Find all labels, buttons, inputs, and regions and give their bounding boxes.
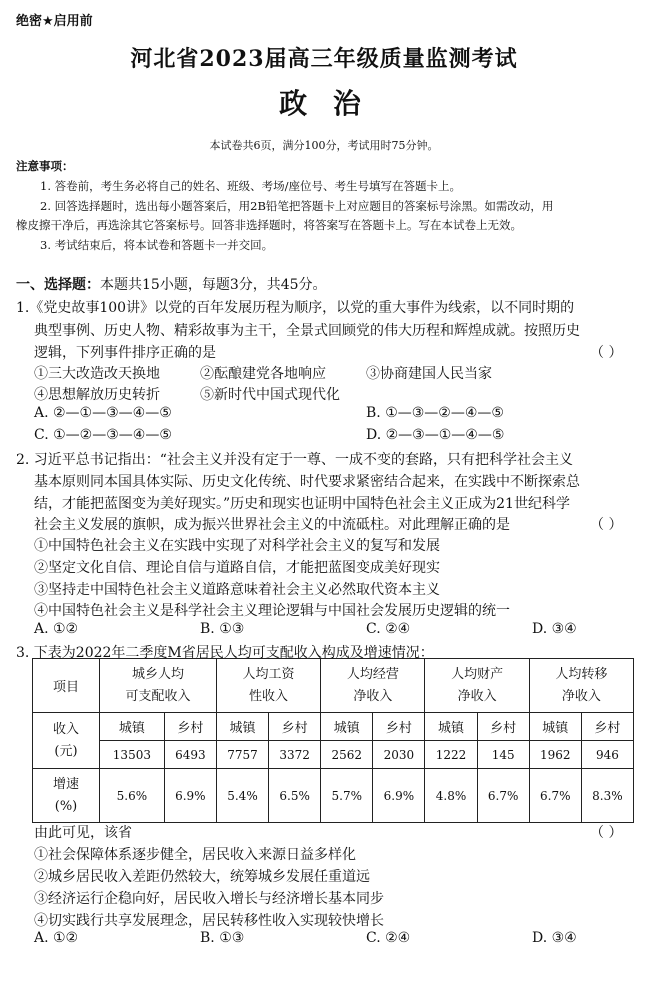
q2-item-4: ④中国特色社会主义是科学社会主义理论逻辑与中国社会发展历史逻辑的统一: [34, 603, 510, 619]
q3-option-b[interactable]: B. ①③: [200, 930, 245, 946]
note-2b: 橡皮擦干净后，再选涂其它答案标号。回答非选择题时，将答案写在答题卡上。写在本试卷上无效。: [16, 218, 522, 232]
table-growth-label: 增速 (%): [33, 769, 100, 823]
subject-title: 政 治: [279, 87, 369, 120]
q3-option-c[interactable]: C. ②④: [366, 930, 411, 946]
section-label: 一、选择题：: [16, 277, 100, 293]
table-col-header: 人均转移 净收入: [529, 659, 633, 713]
q2-answer-paren: （ ）: [590, 517, 623, 533]
table-income-label: 收入 (元): [33, 713, 100, 769]
note-1: 1. 答卷前，考生务必将自己的姓名、班级、考场/座位号、考生号填写在答题卡上。: [40, 179, 461, 193]
table-cell: 6.7%: [529, 769, 581, 823]
income-table: [32, 658, 634, 823]
table-cell: 6493: [164, 741, 216, 769]
q2-option-d[interactable]: D. ③④: [532, 621, 577, 637]
table-cell: 6.5%: [269, 769, 321, 823]
q3-line-1: 3. 下表为2022年二季度M省居民人均可支配收入构成及增速情况：: [16, 645, 434, 661]
q1-answer-paren: （ ）: [590, 345, 623, 361]
table-col-header: 人均经营 净收入: [321, 659, 425, 713]
q1-line-1: 1.《党史故事100讲》以党的百年发展历程为顺序，以党的重大事件为线索，以不同时期的: [16, 300, 575, 316]
q1-item-2: ②酝酿建党各地响应: [200, 366, 326, 382]
q1-option-c[interactable]: C. ①—②—③—④—⑤: [34, 427, 172, 443]
table-subheader: 乡村: [373, 713, 425, 741]
table-cell: 1222: [425, 741, 477, 769]
table-subheader: 乡村: [581, 713, 633, 741]
section-heading: [16, 274, 327, 294]
q3-item-1: ①社会保障体系逐步健全，居民收入来源日益多样化: [34, 847, 356, 863]
q1-option-a[interactable]: A. ②—①—③—④—⑤: [34, 405, 172, 421]
table-subheader: 乡村: [164, 713, 216, 741]
table-col-header: 人均财产 净收入: [425, 659, 529, 713]
secret-mark: 绝密★启用前: [16, 14, 93, 29]
table-subheader: 城镇: [100, 713, 165, 741]
q3-item-4: ④切实践行共享发展理念，居民转移性收入实现较快增长: [34, 913, 384, 929]
q3-option-d[interactable]: D. ③④: [532, 930, 577, 946]
table-cell: 2562: [321, 741, 373, 769]
table-subheader: 乡村: [269, 713, 321, 741]
table-cell: 3372: [269, 741, 321, 769]
table-cell: 6.9%: [373, 769, 425, 823]
table-cell: 6.7%: [477, 769, 529, 823]
table-cell: 5.4%: [216, 769, 268, 823]
table-cell: 2030: [373, 741, 425, 769]
q3-item-2: ②城乡居民收入差距仍然较大，统筹城乡发展任重道远: [34, 869, 370, 885]
table-cell: 7757: [216, 741, 268, 769]
q1-option-d[interactable]: D. ②—③—①—④—⑤: [366, 427, 505, 443]
table-cell: 946: [581, 741, 633, 769]
q2-item-1: ①中国特色社会主义在实践中实现了对科学社会主义的复写和发展: [34, 538, 440, 554]
q2-item-3: ③坚持走中国特色社会主义道路意味着社会主义必然取代资本主义: [34, 582, 440, 598]
q1-item-1: ①三大改造改天换地: [34, 366, 160, 382]
q2-line-4: 社会主义发展的旗帜，成为振兴世界社会主义的中流砥柱。对此理解正确的是: [34, 517, 510, 533]
table-cell: 145: [477, 741, 529, 769]
q2-line-1: 2. 习近平总书记指出：“社会主义并没有定于一尊、一成不变的套路，只有把科学社会主义: [16, 452, 573, 468]
table-col-header: 城乡人均 可支配收入: [100, 659, 217, 713]
table-cell: 1962: [529, 741, 581, 769]
table-cell: 4.8%: [425, 769, 477, 823]
table-cell: 5.6%: [100, 769, 165, 823]
q1-option-b[interactable]: B. ①—③—②—④—⑤: [366, 405, 504, 421]
table-subheader: 城镇: [529, 713, 581, 741]
table-subheader: 城镇: [321, 713, 373, 741]
q1-line-3: 逻辑，下列事件排序正确的是: [34, 345, 216, 361]
q2-option-a[interactable]: A. ①②: [34, 621, 79, 637]
exam-title: 河北省2023届高三年级质量监测考试: [130, 46, 518, 72]
q2-option-c[interactable]: C. ②④: [366, 621, 411, 637]
table-col-header: 人均工资 性收入: [216, 659, 320, 713]
table-subheader: 城镇: [216, 713, 268, 741]
table-cell: 8.3%: [581, 769, 633, 823]
q1-item-5: ⑤新时代中国式现代化: [200, 387, 340, 403]
q2-option-b[interactable]: B. ①③: [200, 621, 245, 637]
q1-line-2: 典型事例、历史人物、精彩故事为主干，全景式回顾党的伟大历程和辉煌成就。按照历史: [34, 323, 580, 339]
table-subheader: 城镇: [425, 713, 477, 741]
q3-conclusion: 由此可见，该省: [34, 825, 132, 841]
q3-answer-paren: （ ）: [590, 825, 623, 841]
table-cell: 5.7%: [321, 769, 373, 823]
table-cell: 6.9%: [164, 769, 216, 823]
q1-item-3: ③协商建国人民当家: [366, 366, 492, 382]
note-2a: 2. 回答选择题时，选出每小题答案后，用2B铅笔把答题卡上对应题目的答案标号涂黑。如需改动，用: [40, 199, 554, 213]
table-cell: 13503: [100, 741, 165, 769]
table-item-header: 项目: [33, 659, 100, 713]
q3-option-a[interactable]: A. ①②: [34, 930, 79, 946]
section-desc: 本题共15小题，每题3分，共45分。: [100, 277, 327, 293]
q3-item-3: ③经济运行企稳向好，居民收入增长与经济增长基本同步: [34, 891, 384, 907]
exam-info: 本试卷共6页，满分100分，考试用时75分钟。: [209, 139, 439, 152]
table-subheader: 乡村: [477, 713, 529, 741]
q1-item-4: ④思想解放历史转折: [34, 387, 160, 403]
q2-line-3: 结，才能把蓝图变为美好现实。”历史和现实也证明中国特色社会主义正成为21世纪科学: [34, 496, 570, 512]
q2-line-2: 基本原则同本国具体实际、历史文化传统、时代要求紧密结合起来，在实践中不断探索总: [34, 474, 580, 490]
note-3: 3. 考试结束后，将本试卷和答题卡一并交回。: [40, 238, 274, 252]
q2-item-2: ②坚定文化自信、理论自信与道路自信，才能把蓝图变成美好现实: [34, 560, 440, 576]
notes-heading: 注意事项：: [16, 159, 74, 173]
